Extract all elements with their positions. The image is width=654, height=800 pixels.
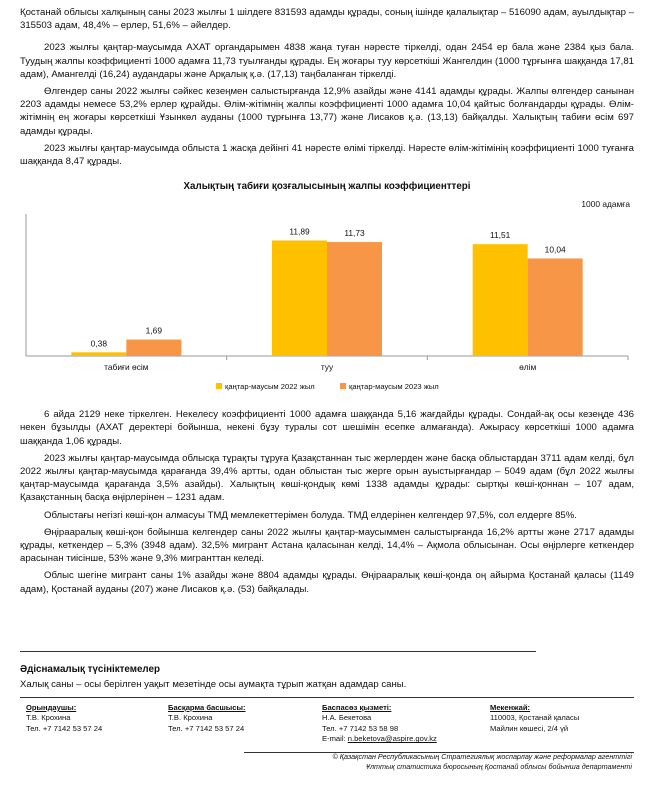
address-line-1: 110003, Қостанай қаласы xyxy=(490,713,580,723)
category-label: табиғи өсім xyxy=(104,362,149,373)
head-phone: Тел. +7 7142 53 57 24 xyxy=(168,723,245,733)
press-heading: Баспасөз қызметі: xyxy=(322,703,392,712)
population-paragraph: Қостанай облысы халқының саны 2023 жылғы 1 шілдеге 831593 адамды құрады, соның ішінде қалалықтар – 516090 адам, ауылдықтар – 315503 адам, 48,4% – ерлер, 51,6% – әйелдер. xyxy=(20,7,635,32)
press-phone: Тел. +7 7142 53 58 98 xyxy=(322,723,399,733)
bar-2022-2 xyxy=(473,244,528,356)
footer xyxy=(332,752,632,771)
deaths-paragraph: Өлгендер саны 2022 жылғы сәйкес кезеңмен салыстырғанда 12,9% азайды және 4141 адамды құрады. Жалпы өлгендер санынан 2203 адамды немесе 53,2% ерлер құрайды. Өлім-жітімнің жалпы коэффициенті 1000 адамға 10,04 қайтыс болғандарды құрады. Өлім-жітімнің ең жоғары көрсеткіші Ұзынкөл ауданы (1000 тұрғынға 13,77) және Лисаков қ.ә. (13,13) байқалды. Халықтың табиғи өсім 697 адамды құрады. xyxy=(20,86,634,137)
divider xyxy=(20,697,634,698)
data-label: 0,38 xyxy=(90,338,107,349)
executor-block xyxy=(26,703,102,734)
methodology-text: Халық саны – осы берілген уақыт мезетінде осы аумақта тұрып жатқан адамдар саны. xyxy=(20,679,407,690)
press-name: Н.А. Бекетова xyxy=(322,713,372,723)
press-email-label: E-mail: xyxy=(322,734,348,744)
births-paragraph: 2023 жылғы қаңтар-маусымда АХАТ органдарымен 4838 жаңа туған нәресте тіркелді, одан 2454 ер бала және 2384 қыз бала. Туудың жалпы коэффициенті 1000 адамға 11,73 туылғанды құрады. Ең жоғары туу көрсеткіші Жангелдин (1000 тұрғынға шаққанда 17,81 адам), Амангелді (16,24) аудандары және Арқалық қ.ә. (17,13) таңбаланған тіркелді. xyxy=(20,42,634,80)
bar-2023-1 xyxy=(327,242,382,356)
address-block xyxy=(490,703,579,734)
address-line-2: Майлин көшесі, 2/4 үй xyxy=(490,723,569,733)
interregional-migration-paragraph: Өңірааралық көші-қон бойынша келгендер саны 2022 жылғы қаңтар-маусыммен салыстырғанда 16,2% артты және 2717 адамды құрады, кеткендер – 5,3% (3948 адам). 32,5% мигрант Астана қаласынан келді, 14,4% – Ақмола облысынан. Осы өңірлерге кеткендер арасынан тиісінше, 53% және 9,3% мигранттан келеді. xyxy=(20,526,634,565)
document-body xyxy=(20,6,634,596)
category-label: туу xyxy=(320,362,334,373)
legend-swatch xyxy=(340,383,346,389)
methodology-title: Әдіснамалық түсініктемелер xyxy=(20,664,160,675)
cis-migration-paragraph: Облыстағы негізгі көші-қон алмасуы ТМД мемлекеттерімен болуда. ТМД елдерінен келгендер 97,5%, сол елдерге 85%. xyxy=(44,509,577,521)
executor-phone: Тел. +7 7142 53 57 24 xyxy=(26,723,103,733)
data-label: 10,04 xyxy=(544,244,566,255)
natural-movement-chart xyxy=(20,180,634,402)
legend-swatch xyxy=(216,383,222,389)
category-label: өлім xyxy=(519,362,537,373)
legend-label: қаңтар-маусым 2022 жыл xyxy=(225,382,315,392)
data-label: 11,73 xyxy=(344,228,365,239)
legend-label: қаңтар-маусым 2023 жыл xyxy=(349,382,439,392)
bar-2023-0 xyxy=(126,340,181,356)
chart-svg xyxy=(20,202,634,402)
bar-2022-0 xyxy=(71,353,126,357)
migration-paragraph: 2023 жылғы қаңтар-маусымда облысқа тұрақты тұруға Қазақстаннан тыс жерлерден және басқа облыстардан 3711 адам келді, бұл 2022 жылғы қаңтар-маусымда қарағанда 39,4% артты, одан облыстан тыс жерге орын ауыстырғандар – 5049 адам (бұл 2022 жылғы қаңтар-маусымда қарағанда 3,5% азайды). Халықтың көші-қондық көмі 1338 адамды құрады: сыртқы көші-қоннан – 107 адам, Қазақстанның басқа өңірлерінен – 1231 адам. xyxy=(20,452,634,504)
bar-2022-1 xyxy=(272,241,327,357)
infant-mortality-paragraph: 2023 жылғы қаңтар-маусымда облыста 1 жасқа дейінгі 41 нәресте өлімі тіркелді. Нәресте өлім-жітімінің коэффициенті 1000 туғанға шаққанда 8,47 құрады. xyxy=(20,142,634,168)
bar-2023-2 xyxy=(528,259,583,357)
executor-name: Т.В. Крохина xyxy=(26,713,71,723)
chart-title: Халықтың табиғи қозғалысының жалпы коэффициенттері xyxy=(183,181,471,193)
press-email-line xyxy=(322,734,437,744)
head-heading: Басқарма басшысы: xyxy=(168,703,246,712)
press-block xyxy=(322,703,437,745)
press-email-link[interactable]: n.beketova@aspire.gov.kz xyxy=(347,734,437,744)
head-block xyxy=(168,703,246,734)
data-label: 1,69 xyxy=(145,325,162,336)
marriages-paragraph: 6 айда 2129 неке тіркелген. Некелесу коэффициенті 1000 адамға шаққанда 5,16 жағдайды құрады. Сондай-ақ осы кезеңде 436 некен бұзылды (АХАТ деректері бойынша, некені бұзу туралы сот шешімін есепке алмағанда). Ажырасу көрсеткіші 1000 адамға шаққанда 1,06 құрады. xyxy=(20,409,634,447)
footer-line-1: © Қазақстан Республикасының Стратегиялық жоспарлау және реформалар агенттігі xyxy=(332,752,632,761)
data-label: 11,89 xyxy=(289,226,310,237)
migrant-total-paragraph: Облыс шегіне мигрант саны 1% азайды және 8804 адамды құрады. Өңірааралық көші-қонда оң айырма Қостанай қаласы (1149 адам), Қостанай ауданы (207) және Лисаков қ.ә. (53) байқалады. xyxy=(20,570,634,595)
head-name: Т.В. Крохина xyxy=(168,713,213,723)
data-label: 11,51 xyxy=(489,230,511,241)
executor-heading: Орындаушы: xyxy=(26,703,77,712)
divider xyxy=(20,651,536,652)
footer-line-2: Ұлттық статистика бюросының Қостанай облысы бойынша департаменті xyxy=(366,761,632,771)
chart-unit-label: 1000 адамға xyxy=(581,199,630,210)
address-heading: Мекенжай: xyxy=(490,703,531,712)
